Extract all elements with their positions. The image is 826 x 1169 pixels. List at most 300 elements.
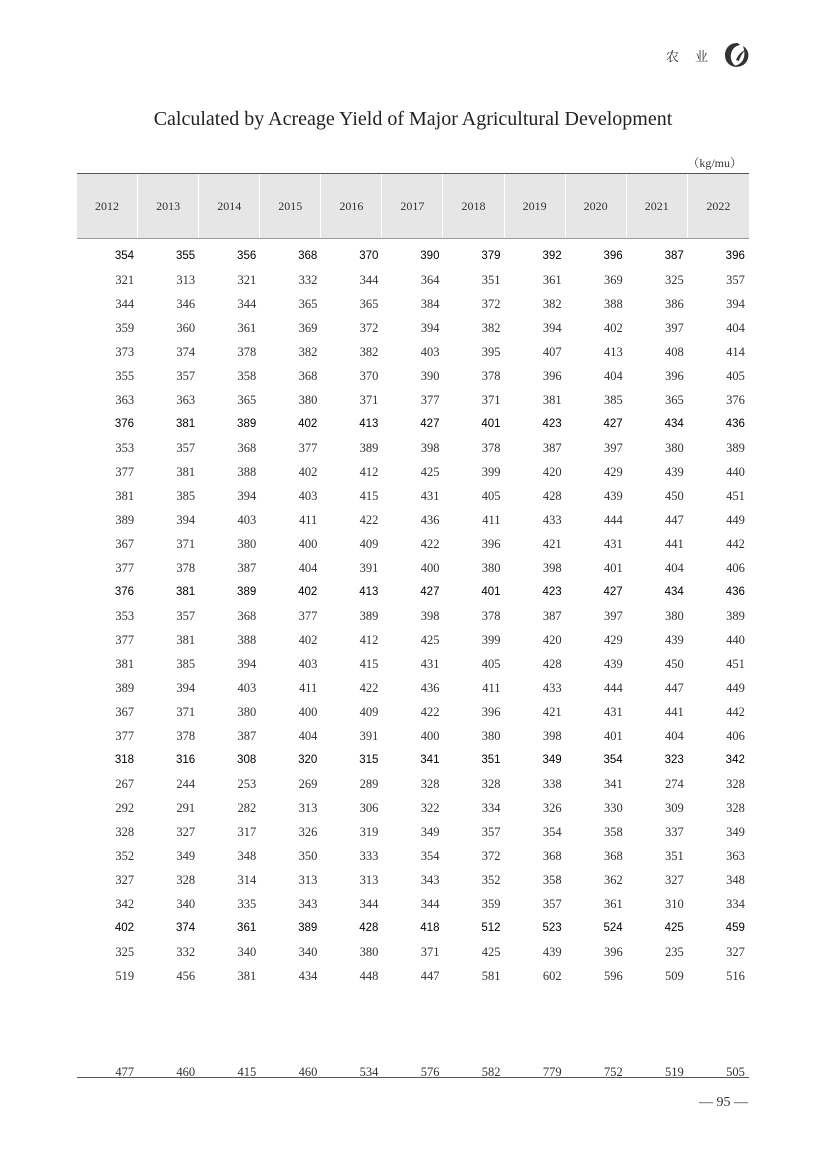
table-cell: 403	[298, 656, 318, 671]
table-row	[77, 820, 749, 844]
table-cell: 348	[237, 848, 257, 863]
table-cell: 269	[298, 776, 318, 791]
table-cell: 365	[298, 296, 318, 311]
table-cell: 354	[603, 754, 623, 766]
table-cell: 389	[359, 608, 379, 623]
table-cell: 370	[359, 368, 379, 383]
table-cell: 377	[115, 728, 135, 743]
table-cell: 403	[420, 344, 440, 359]
table-cell: 388	[237, 464, 257, 479]
table-cell: 317	[237, 824, 257, 839]
table-cell: 340	[298, 944, 318, 959]
table-cell: 322	[420, 800, 440, 815]
table-cell: 357	[176, 440, 196, 455]
table-cell: 320	[298, 754, 318, 766]
table-cell: 340	[237, 944, 257, 959]
table-cell: 291	[176, 800, 196, 815]
table-cell: 390	[420, 250, 440, 262]
table-cell: 389	[237, 418, 257, 430]
table-cell: 382	[298, 344, 318, 359]
table-cell: 327	[176, 824, 196, 839]
table-cell: 378	[481, 368, 501, 383]
table-cell: 460	[176, 1064, 196, 1079]
table-cell: 401	[603, 560, 623, 575]
table-cell: 396	[542, 368, 562, 383]
table-cell: 355	[115, 368, 135, 383]
table-cell: 358	[237, 368, 257, 383]
table-cell: 362	[603, 872, 623, 887]
table-cell: 398	[420, 440, 440, 455]
table-cell: 314	[237, 872, 257, 887]
table-cell: 415	[359, 488, 379, 503]
table-cell: 409	[359, 536, 379, 551]
table-cell: 373	[115, 344, 135, 359]
table-cell: 421	[542, 704, 562, 719]
table-cell: 352	[481, 872, 501, 887]
column-header: 2015	[260, 174, 321, 238]
table-row	[77, 292, 749, 316]
table-row-subtotal	[77, 412, 749, 436]
table-cell: 407	[542, 344, 562, 359]
page-number: — 95 —	[699, 1095, 748, 1110]
table-cell: 310	[665, 896, 684, 911]
table-cell: 421	[542, 536, 562, 551]
table-cell: 381	[115, 488, 135, 503]
table-cell: 428	[542, 488, 562, 503]
table-cell: 327	[115, 872, 135, 887]
table-cell: 431	[603, 536, 623, 551]
table-cell: 326	[542, 800, 562, 815]
table-row	[77, 724, 749, 748]
table-cell: 349	[542, 754, 562, 766]
table-cell: 415	[237, 1064, 257, 1079]
unit-label: （kg/mu）	[687, 156, 742, 170]
table-cell: 359	[481, 896, 501, 911]
table-cell: 319	[359, 824, 379, 839]
table-cell: 380	[237, 536, 257, 551]
table-cell: 327	[665, 872, 684, 887]
table-cell: 423	[542, 586, 562, 598]
table-cell: 423	[542, 418, 562, 430]
table-cell: 427	[603, 418, 623, 430]
table-cell: 441	[665, 704, 684, 719]
table-cell: 380	[359, 944, 379, 959]
table-cell: 524	[603, 922, 623, 934]
table-cell: 332	[176, 944, 196, 959]
table-cell: 394	[726, 296, 745, 311]
table-cell: 447	[665, 512, 684, 527]
table-cell: 412	[359, 632, 379, 647]
table-cell: 376	[114, 418, 135, 430]
table-row	[77, 844, 749, 868]
table-cell: 381	[175, 418, 196, 430]
table-cell: 351	[665, 848, 684, 863]
table-cell: 413	[359, 586, 379, 598]
table-cell: 395	[481, 344, 501, 359]
column-header: 2017	[382, 174, 443, 238]
table-cell: 328	[726, 776, 745, 791]
table-cell: 348	[726, 872, 745, 887]
table-cell: 374	[176, 344, 196, 359]
table-cell: 596	[603, 968, 623, 983]
table-row	[77, 652, 749, 676]
table-cell: 397	[665, 320, 684, 335]
table-cell: 394	[176, 680, 196, 695]
table-row	[77, 388, 749, 412]
table-cell: 396	[665, 368, 684, 383]
page-title: Calculated by Acreage Yield of Major Agricultural Development	[153, 108, 673, 130]
table-cell: 328	[420, 776, 440, 791]
table-cell: 358	[603, 824, 623, 839]
table-cell: 433	[542, 512, 562, 527]
table-cell: 377	[115, 560, 135, 575]
table-cell: 377	[298, 440, 318, 455]
table-cell: 425	[420, 464, 440, 479]
table-cell: 361	[237, 922, 257, 934]
table-cell: 459	[725, 922, 745, 934]
table-cell: 354	[420, 848, 440, 863]
yield-table	[77, 173, 749, 1084]
table-cell: 405	[481, 488, 501, 503]
table-cell: 405	[481, 656, 501, 671]
table-cell: 368	[298, 368, 318, 383]
table-cell: 360	[176, 320, 196, 335]
table-cell: 378	[176, 560, 196, 575]
table-cell: 368	[603, 848, 623, 863]
table-cell: 350	[298, 848, 318, 863]
table-cell: 388	[237, 632, 257, 647]
table-cell: 308	[237, 754, 257, 766]
table-cell: 402	[603, 320, 623, 335]
table-cell: 328	[115, 824, 135, 839]
table-cell: 394	[420, 320, 440, 335]
table-cell: 400	[420, 728, 440, 743]
table-cell: 779	[542, 1064, 562, 1079]
table-row	[77, 964, 749, 988]
table-cell: 357	[726, 272, 745, 287]
row-spacer	[77, 988, 749, 1060]
table-cell: 442	[726, 536, 745, 551]
table-row-subtotal	[77, 580, 749, 604]
table-cell: 356	[237, 250, 257, 262]
table-cell: 434	[664, 586, 684, 598]
table-row	[77, 340, 749, 364]
table-row	[77, 796, 749, 820]
table-cell: 342	[725, 754, 745, 766]
table-cell: 368	[298, 250, 318, 262]
table-cell: 326	[298, 824, 318, 839]
table-cell: 401	[603, 728, 623, 743]
table-cell: 397	[603, 440, 623, 455]
column-header: 2013	[138, 174, 199, 238]
table-cell: 413	[359, 418, 379, 430]
table-cell: 398	[542, 560, 562, 575]
table-cell: 332	[298, 272, 318, 287]
table-cell: 330	[603, 800, 623, 815]
table-cell: 380	[237, 704, 257, 719]
table-cell: 357	[176, 368, 196, 383]
table-cell: 343	[420, 872, 440, 887]
table-cell: 380	[481, 728, 501, 743]
table-cell: 376	[726, 392, 745, 407]
table-cell: 368	[542, 848, 562, 863]
table-cell: 402	[298, 464, 318, 479]
table-cell: 352	[115, 848, 135, 863]
table-cell: 389	[115, 512, 135, 527]
table-cell: 516	[726, 968, 745, 983]
table-row	[77, 772, 749, 796]
table-cell: 405	[726, 368, 745, 383]
table-cell: 425	[664, 922, 684, 934]
table-cell: 389	[115, 680, 135, 695]
table-cell: 581	[481, 968, 501, 983]
table-cell: 387	[664, 250, 684, 262]
table-cell: 392	[542, 250, 562, 262]
table-cell: 389	[298, 922, 318, 934]
table-cell: 325	[665, 272, 684, 287]
table-cell: 369	[603, 272, 623, 287]
table-cell: 382	[359, 344, 379, 359]
table-cell: 408	[665, 344, 684, 359]
table-cell: 371	[420, 944, 440, 959]
table-cell: 341	[420, 754, 440, 766]
table-cell: 389	[726, 440, 745, 455]
table-cell: 394	[542, 320, 562, 335]
table-cell: 398	[542, 728, 562, 743]
table-cell: 434	[298, 968, 318, 983]
table-cell: 363	[115, 392, 135, 407]
table-cell: 365	[665, 392, 684, 407]
table-cell: 429	[603, 632, 623, 647]
table-cell: 389	[359, 440, 379, 455]
table-cell: 370	[359, 250, 379, 262]
table-cell: 602	[542, 968, 562, 983]
table-cell: 354	[114, 250, 135, 262]
table-cell: 368	[237, 608, 257, 623]
table-cell: 353	[115, 608, 135, 623]
table-cell: 377	[115, 632, 135, 647]
table-cell: 325	[115, 944, 135, 959]
table-row	[77, 628, 749, 652]
table-cell: 451	[726, 656, 745, 671]
table-cell: 449	[726, 680, 745, 695]
table-cell: 460	[298, 1064, 318, 1079]
table-cell: 334	[481, 800, 501, 815]
table-cell: 313	[359, 872, 379, 887]
table-cell: 425	[420, 632, 440, 647]
table-cell: 440	[726, 632, 745, 647]
table-cell: 380	[481, 560, 501, 575]
table-cell: 389	[237, 586, 257, 598]
table-cell: 456	[176, 968, 196, 983]
table-cell: 371	[176, 536, 196, 551]
table-cell: 354	[542, 824, 562, 839]
table-cell: 340	[176, 896, 196, 911]
table-cell: 406	[726, 728, 745, 743]
table-cell: 391	[359, 560, 379, 575]
table-cell: 387	[237, 728, 257, 743]
table-cell: 253	[237, 776, 257, 791]
table-cell: 344	[237, 296, 257, 311]
table-cell: 582	[481, 1064, 501, 1079]
table-cell: 439	[665, 632, 684, 647]
table-cell: 318	[114, 754, 135, 766]
table-cell: 450	[665, 656, 684, 671]
table-cell: 377	[115, 464, 135, 479]
table-cell: 402	[298, 418, 318, 430]
table-cell: 406	[726, 560, 745, 575]
table-cell: 349	[176, 848, 196, 863]
table-cell: 431	[420, 488, 440, 503]
table-cell: 333	[359, 848, 379, 863]
table-cell: 477	[115, 1064, 135, 1079]
column-header: 2018	[443, 174, 504, 238]
table-cell: 509	[665, 968, 684, 983]
table-cell: 313	[176, 272, 196, 287]
table-cell: 519	[115, 968, 135, 983]
table-cell: 380	[298, 392, 318, 407]
table-cell: 274	[665, 776, 684, 791]
table-cell: 402	[298, 632, 318, 647]
table-cell: 441	[665, 536, 684, 551]
table-cell: 404	[603, 368, 623, 383]
table-cell: 413	[603, 344, 623, 359]
table-row	[77, 1060, 749, 1084]
table-cell: 414	[726, 344, 745, 359]
table-cell: 372	[481, 848, 501, 863]
table-cell: 436	[725, 586, 745, 598]
table-cell: 436	[420, 512, 440, 527]
table-cell: 447	[665, 680, 684, 695]
table-cell: 378	[237, 344, 257, 359]
table-cell: 534	[359, 1064, 379, 1079]
table-cell: 420	[542, 464, 562, 479]
table-cell: 363	[176, 392, 196, 407]
table-cell: 387	[542, 440, 562, 455]
table-cell: 404	[665, 728, 684, 743]
table-cell: 371	[481, 392, 501, 407]
table-cell: 394	[237, 488, 257, 503]
table-cell: 346	[176, 296, 196, 311]
table-cell: 404	[298, 728, 318, 743]
column-header: 2014	[199, 174, 260, 238]
table-cell: 752	[603, 1064, 623, 1079]
table-row	[77, 364, 749, 388]
table-cell: 397	[603, 608, 623, 623]
table-cell: 357	[481, 824, 501, 839]
table-cell: 342	[115, 896, 135, 911]
table-cell: 358	[542, 872, 562, 887]
table-cell: 427	[420, 586, 440, 598]
table-cell: 436	[725, 418, 745, 430]
table-cell: 512	[481, 922, 501, 934]
table-cell: 381	[115, 656, 135, 671]
column-header: 2021	[627, 174, 688, 238]
column-header: 2020	[566, 174, 627, 238]
table-cell: 385	[603, 392, 623, 407]
table-cell: 422	[359, 680, 379, 695]
table-cell: 369	[298, 320, 318, 335]
table-cell: 380	[665, 440, 684, 455]
table-cell: 440	[726, 464, 745, 479]
table-row	[77, 940, 749, 964]
table-cell: 428	[542, 656, 562, 671]
table-cell: 439	[603, 656, 623, 671]
table-cell: 505	[726, 1064, 745, 1079]
table-cell: 403	[298, 488, 318, 503]
table-cell: 344	[115, 296, 135, 311]
table-body	[77, 239, 749, 1084]
table-cell: 433	[542, 680, 562, 695]
table-cell: 523	[542, 922, 562, 934]
table-cell: 382	[481, 320, 501, 335]
table-cell: 367	[115, 536, 135, 551]
table-cell: 292	[115, 800, 135, 815]
table-row-subtotal	[77, 748, 749, 772]
table-cell: 328	[481, 776, 501, 791]
table-cell: 361	[542, 272, 562, 287]
table-cell: 321	[237, 272, 257, 287]
table-cell: 396	[481, 704, 501, 719]
table-cell: 385	[176, 488, 196, 503]
table-cell: 382	[542, 296, 562, 311]
table-cell: 444	[603, 680, 623, 695]
table-cell: 399	[481, 632, 501, 647]
table-cell: 396	[725, 250, 745, 262]
table-cell: 422	[359, 512, 379, 527]
table-cell: 335	[237, 896, 257, 911]
column-header: 2012	[77, 174, 138, 238]
table-cell: 235	[665, 944, 684, 959]
table-cell: 381	[175, 586, 196, 598]
table-row	[77, 436, 749, 460]
table-cell: 434	[664, 418, 684, 430]
table-cell: 391	[359, 728, 379, 743]
table-cell: 328	[176, 872, 196, 887]
table-cell: 364	[420, 272, 440, 287]
table-row	[77, 700, 749, 724]
table-cell: 418	[420, 922, 440, 934]
table-cell: 381	[176, 632, 196, 647]
table-row	[77, 316, 749, 340]
table-row	[77, 556, 749, 580]
table-cell: 402	[298, 586, 318, 598]
table-cell: 267	[115, 776, 135, 791]
table-row-subtotal	[77, 916, 749, 940]
table-row	[77, 868, 749, 892]
table-cell: 361	[237, 320, 257, 335]
table-cell: 313	[298, 872, 318, 887]
table-cell: 355	[175, 250, 196, 262]
table-cell: 384	[420, 296, 440, 311]
table-cell: 449	[726, 512, 745, 527]
column-header: 2022	[706, 198, 731, 213]
table-cell: 309	[665, 800, 684, 815]
table-cell: 519	[665, 1064, 684, 1079]
table-cell: 344	[359, 896, 379, 911]
table-cell: 372	[481, 296, 501, 311]
table-cell: 427	[420, 418, 440, 430]
table-cell: 415	[359, 656, 379, 671]
table-cell: 576	[420, 1064, 440, 1079]
table-row	[77, 268, 749, 292]
table-bottom-rule	[77, 1077, 749, 1078]
table-cell: 439	[665, 464, 684, 479]
table-cell: 429	[603, 464, 623, 479]
table-cell: 411	[299, 680, 318, 695]
table-row	[77, 460, 749, 484]
table-cell: 363	[726, 848, 745, 863]
